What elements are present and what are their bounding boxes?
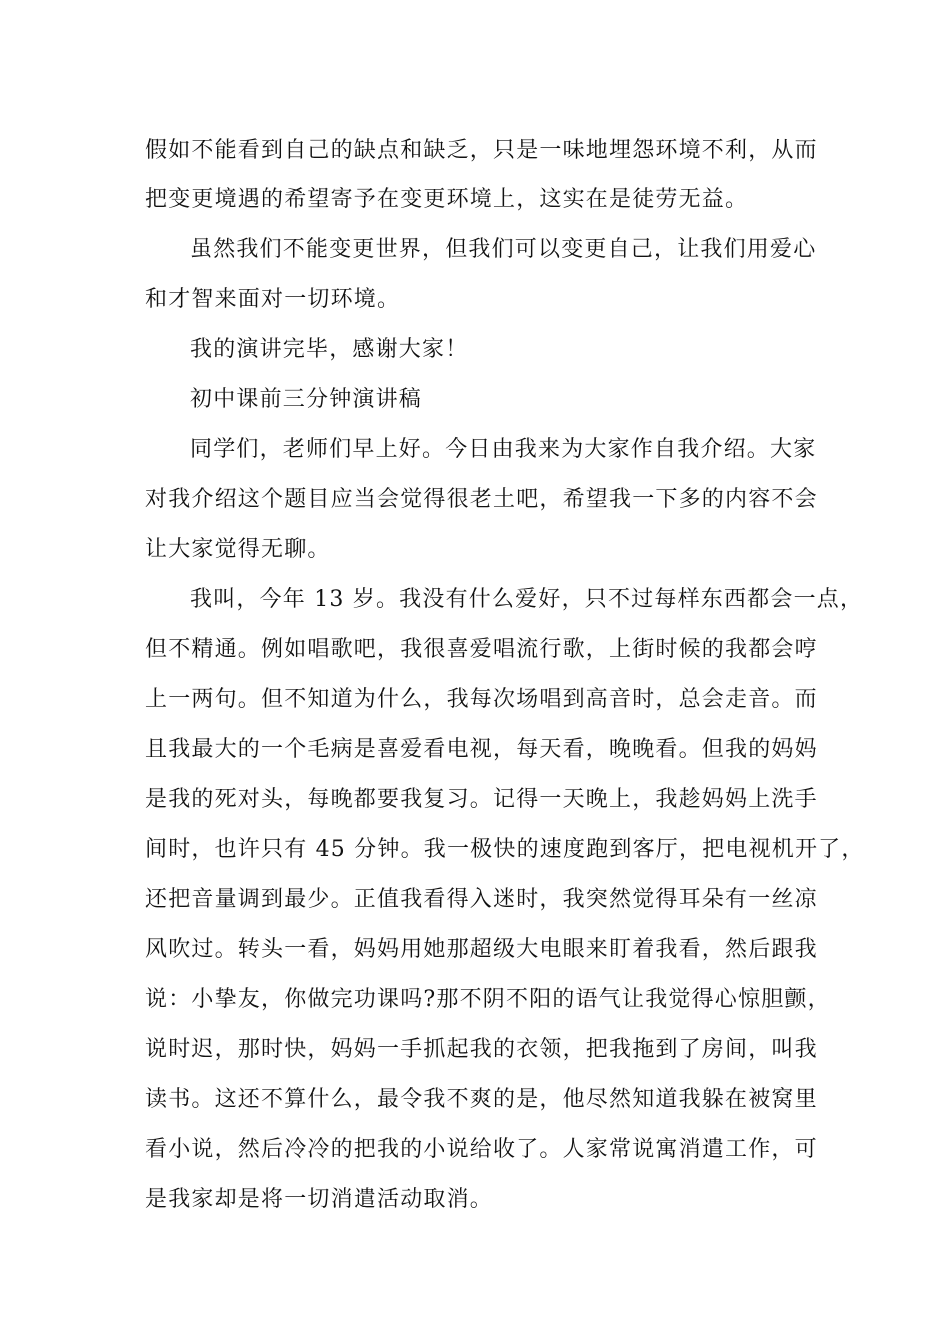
text-line: 我的演讲完毕，感谢大家！ [190, 337, 469, 362]
text-line: 让大家觉得无聊。 [145, 537, 331, 562]
text-line: 对我介绍这个题目应当会觉得很老土吧，希望我一下多的内容不会 [145, 487, 818, 512]
text-line: 和才智来面对一切环境。 [145, 287, 401, 312]
text-line: 风吹过。转头一看，妈妈用她那超级大电眼来盯着我看，然后跟我 [145, 937, 818, 962]
text-line: 说：小挚友，你做完功课吗?那不阴不阳的语气让我觉得心惊胆颤， [145, 987, 831, 1012]
text-line: 初中课前三分钟演讲稿 [190, 387, 423, 412]
text-line: 说时迟，那时快，妈妈一手抓起我的衣领，把我拖到了房间，叫我 [145, 1037, 818, 1062]
text-line: 读书。这还不算什么，最令我不爽的是，他尽然知道我躲在被窝里 [145, 1087, 818, 1112]
text-line: 是我家却是将一切消遣活动取消。 [145, 1187, 494, 1212]
text-line: 我叫，今年 13 岁。我没有什么爱好，只不过每样东西都会一点， [190, 587, 864, 612]
text-line: 看小说，然后冷冷的把我的小说给收了。人家常说寓消遣工作，可 [145, 1137, 818, 1162]
text-line: 假如不能看到自己的缺点和缺乏，只是一味地埋怨环境不利，从而 [145, 138, 818, 163]
text-line: 还把音量调到最少。正值我看得入迷时，我突然觉得耳朵有一丝凉 [145, 887, 818, 912]
text-line: 间时，也许只有 45 分钟。我一极快的速度跑到客厅，把电视机开了， [145, 837, 865, 862]
text-line: 虽然我们不能变更世界，但我们可以变更自己，让我们用爱心 [190, 237, 817, 262]
text-line: 把变更境遇的希望寄予在变更环境上，这实在是徒劳无益。 [145, 187, 749, 212]
text-line: 上一两句。但不知道为什么，我每次场唱到高音时，总会走音。而 [145, 687, 818, 712]
text-line: 是我的死对头，每晚都要我复习。记得一天晚上，我趁妈妈上洗手 [145, 787, 818, 812]
text-line: 且我最大的一个毛病是喜爱看电视，每天看，晚晚看。但我的妈妈 [145, 737, 818, 762]
text-line: 但不精通。例如唱歌吧，我很喜爱唱流行歌，上街时候的我都会哼 [145, 637, 818, 662]
text-line: 同学们，老师们早上好。今日由我来为大家作自我介绍。大家 [190, 437, 817, 462]
